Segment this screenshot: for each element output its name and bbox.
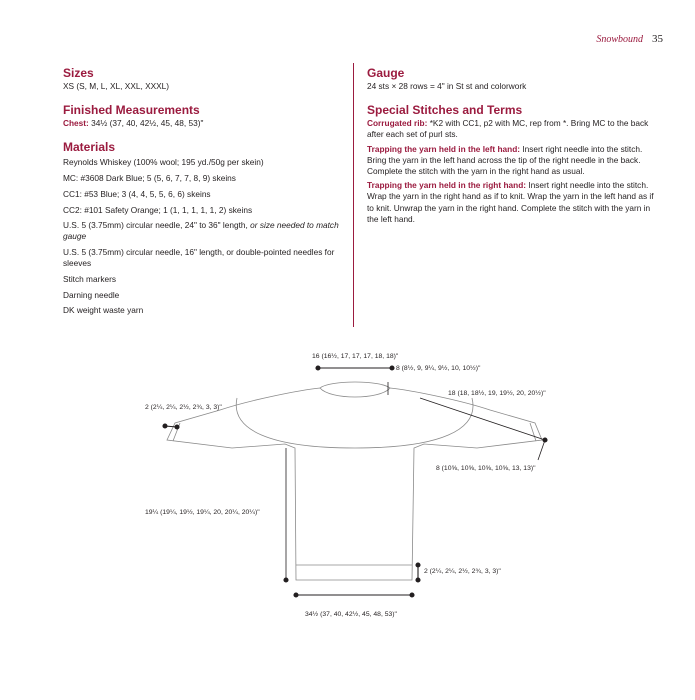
term-corrugated-rib: [367, 118, 657, 140]
gauge-heading: Gauge: [367, 66, 405, 80]
sizes-text: XS (S, M, L, XL, XXL, XXXL): [63, 81, 170, 91]
right-column: [367, 65, 657, 225]
material-darning-needle: Darning needle: [63, 289, 120, 300]
term-trap-right: [367, 180, 657, 225]
chest-label: Chest:: [63, 118, 89, 129]
yoke-depth-label: 8 (8½, 9, 9¼, 9½, 10, 10½)": [396, 365, 481, 372]
needle-gauge-note: or size needed to match gauge: [63, 220, 339, 242]
neckline: [320, 382, 390, 388]
sizes-heading: Sizes: [63, 66, 94, 80]
hip-width-label: 34½ (37, 40, 42½, 45, 48, 53)": [305, 611, 397, 618]
sweater-schematic: [0, 340, 695, 630]
sleeve-length-label: 18 (18, 18½, 19, 19½, 20, 20½)": [448, 390, 546, 397]
sleeve-length-arrow: [420, 398, 545, 440]
body-length-label: 19¼ (19¼, 19½, 19¼, 20, 20¼, 20¼)": [145, 509, 260, 516]
upper-arm-arrow: [538, 440, 545, 460]
term-corrugated-rib-text: *K2 with CC1, p2 with MC, rep from *. Bring MC to the back after each set of purl sts.: [367, 118, 649, 140]
term-corrugated-rib-label: Corrugated rib:: [367, 118, 428, 129]
term-trap-right-label: Trapping the yarn held in the right hand:: [367, 180, 527, 191]
gauge-text: 24 sts × 28 rows = 4" in St st and colorwork: [367, 81, 527, 91]
material-waste-yarn: DK weight waste yarn: [63, 305, 144, 316]
term-trap-left: [367, 144, 657, 178]
material-needle-circular: [63, 220, 348, 242]
term-trap-left-label: Trapping the yarn held in the left hand:: [367, 143, 521, 154]
right-cuff-line: [530, 423, 536, 441]
material-needle-sleeves: U.S. 5 (3.75mm) circular needle, 16" length, or double-pointed needles for sleeves: [63, 247, 335, 269]
sweater-outline: [167, 388, 542, 580]
material-mc: MC: #3608 Dark Blue; 5 (5, 6, 7, 7, 8, 9) skeins: [63, 173, 236, 184]
neck-width-label: 16 (16½, 17, 17, 17, 18, 18)": [312, 353, 399, 360]
finished-measurements-heading: Finished Measurements: [63, 103, 200, 118]
cuff-depth-label: 2 (2¼, 2¼, 2½, 2¾, 3, 3)": [145, 404, 222, 411]
material-stitch-markers: Stitch markers: [63, 274, 117, 285]
column-divider: [353, 63, 354, 327]
material-cc2: CC2: #101 Safety Orange; 1 (1, 1, 1, 1, 1, 2) skeins: [63, 204, 253, 215]
material-cc1: CC1: #53 Blue; 3 (4, 4, 5, 5, 6, 6) skeins: [63, 188, 211, 199]
term-trap-left-text: Insert right needle into the stitch. Bring the yarn in the left hand across the tip of the right needle in the back. Complete the stitch with the yarn in the right hand as usual.: [367, 143, 643, 177]
running-header-title: Snowbound: [596, 34, 643, 45]
left-column: [63, 65, 348, 321]
materials-heading: Materials: [63, 140, 116, 155]
hem-depth-label: 2 (2¼, 2¼, 2½, 2¾, 3, 3)": [424, 568, 501, 575]
upper-arm-label: 8 (10⅝, 10⅝, 10⅝, 10⅝, 13, 13)": [436, 465, 536, 472]
needle-circular-text: U.S. 5 (3.75mm) circular needle, 24" to 36" length,: [63, 220, 251, 231]
term-trap-right-text: Insert right needle into the stitch. Wrap the yarn in the right hand as if to knit. Wrap the yarn in the left hand as if to knit. Unwrap the yarn in the right hand. Complete the stitch with the yarn in the left hand.: [367, 180, 654, 224]
chest-measurement: [63, 118, 348, 129]
material-yarn: Reynolds Whiskey (100% wool; 195 yd./50g per skein): [63, 157, 264, 168]
special-stitches-heading: Special Stitches and Terms: [367, 103, 523, 118]
page-number: 35: [652, 33, 663, 45]
yoke-line: [236, 398, 473, 448]
chest-value: 34½ (37, 40, 42½, 45, 48, 53)": [88, 118, 204, 129]
